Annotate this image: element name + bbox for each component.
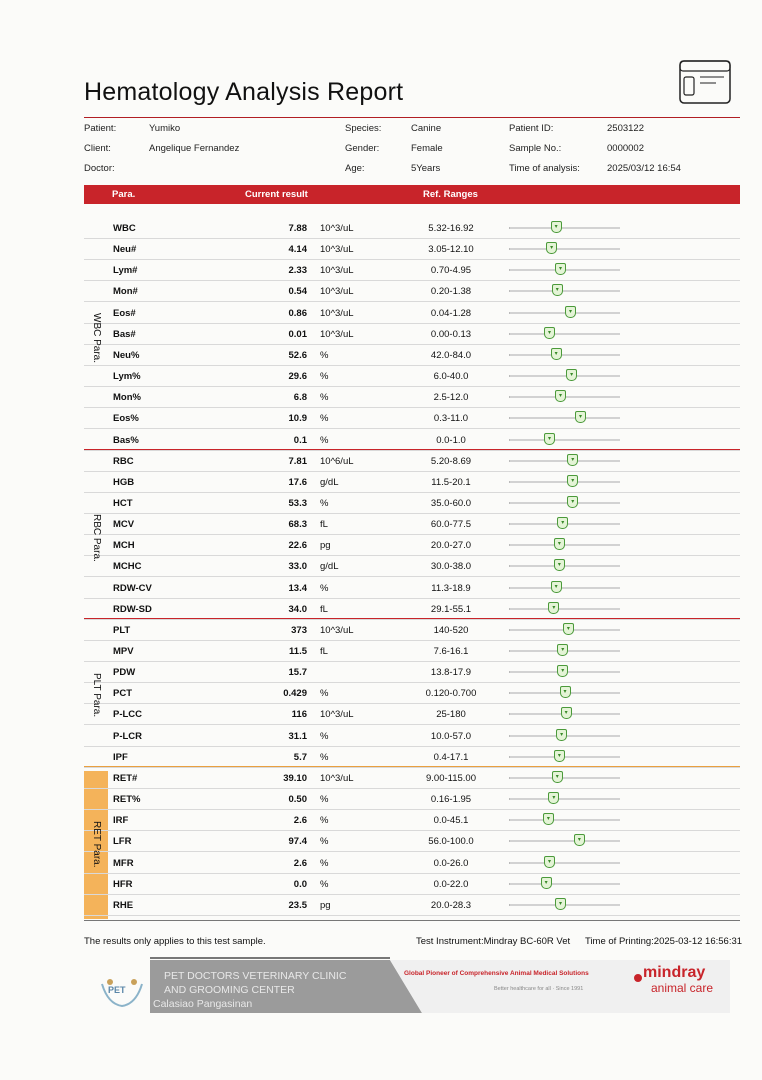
result-marker-icon: ▾ <box>563 623 574 635</box>
result-unit: % <box>320 582 329 594</box>
result-marker-icon: ▾ <box>544 856 555 868</box>
table-row <box>84 661 740 683</box>
result-value: 4.14 <box>288 244 307 256</box>
reference-range: 0.16-1.95 <box>430 794 472 806</box>
result-marker-icon: ▾ <box>574 834 585 846</box>
param-name: Eos# <box>113 307 136 319</box>
result-value: 0.429 <box>283 688 307 700</box>
param-name: RET% <box>113 794 141 806</box>
param-name: RET# <box>113 772 138 784</box>
param-name: MCHC <box>113 561 142 573</box>
param-name: Mon% <box>113 392 141 404</box>
reference-range: 56.0-100.0 <box>428 836 474 848</box>
result-value: 373 <box>291 624 307 636</box>
reference-range: 13.8-17.9 <box>430 667 472 679</box>
group-label-text: PLT Para. <box>91 672 102 717</box>
column-current-result: Current result <box>245 189 308 200</box>
result-unit: % <box>320 815 329 827</box>
result-marker-icon: ▾ <box>551 221 562 233</box>
result-value: 2.33 <box>288 265 307 277</box>
result-unit: 10^3/uL <box>320 709 354 721</box>
result-value: 31.1 <box>288 730 307 742</box>
result-unit: % <box>320 688 329 700</box>
table-row <box>84 767 740 789</box>
param-name: PLT <box>113 624 131 636</box>
range-track <box>509 840 620 842</box>
result-value: 7.81 <box>288 455 307 467</box>
patient-value: Yumiko <box>149 123 181 134</box>
result-unit: % <box>320 857 329 869</box>
result-unit: % <box>320 349 329 361</box>
result-value: 15.7 <box>288 667 307 679</box>
reference-range: 20.0-27.0 <box>430 540 472 552</box>
reference-range: 0.120-0.700 <box>425 688 477 700</box>
result-value: 97.4 <box>288 836 307 848</box>
param-name: Bas% <box>113 434 139 446</box>
table-row <box>84 259 740 281</box>
table-row <box>84 365 740 387</box>
result-value: 29.6 <box>288 371 307 383</box>
param-name: RDW-SD <box>113 603 152 615</box>
result-marker-icon: ▾ <box>575 411 586 423</box>
result-unit: % <box>320 371 329 383</box>
result-unit: g/dL <box>320 561 339 573</box>
brand-tagline: Better healthcare for all · Since 1991 <box>494 986 584 992</box>
table-row <box>84 450 740 472</box>
param-name: RDW-CV <box>113 582 152 594</box>
result-value: 0.0 <box>293 878 307 890</box>
result-marker-icon: ▾ <box>548 792 559 804</box>
table-row <box>84 598 740 620</box>
reference-range: 60.0-77.5 <box>430 519 472 531</box>
result-value: 0.01 <box>288 328 307 340</box>
param-name: HGB <box>113 476 135 488</box>
result-unit: 10^3/uL <box>320 624 354 636</box>
column-para: Para. <box>112 189 136 200</box>
clinic-name-line1: PET DOCTORS VETERINARY CLINIC <box>164 970 347 982</box>
result-value: 11.5 <box>289 646 307 657</box>
result-unit: 10^3/uL <box>320 772 354 784</box>
reference-range: 0.3-11.0 <box>433 413 469 425</box>
result-marker-icon: ▾ <box>561 707 572 719</box>
param-name: MCH <box>113 540 135 552</box>
result-marker-icon: ▾ <box>557 517 568 529</box>
result-value: 7.88 <box>288 223 307 234</box>
sample-no-value: 0000002 <box>607 143 644 154</box>
result-unit: % <box>320 392 329 404</box>
patient-label: Patient: <box>84 123 117 134</box>
result-unit: pg <box>320 899 331 911</box>
gender-value: Female <box>411 143 443 154</box>
result-marker-icon: ▾ <box>556 729 567 741</box>
param-name: HCT <box>113 497 133 509</box>
result-marker-icon: ▾ <box>552 284 563 296</box>
table-row <box>84 407 740 429</box>
result-value: 10.9 <box>288 413 307 425</box>
reference-range: 10.0-57.0 <box>430 730 472 742</box>
result-marker-icon: ▾ <box>554 750 565 762</box>
param-name: Eos% <box>113 413 139 425</box>
result-marker-icon: ▾ <box>567 475 578 487</box>
reference-range: 0.20-1.38 <box>430 286 472 298</box>
reference-range: 0.04-1.28 <box>430 307 472 319</box>
patient-id-value: 2503122 <box>607 123 644 134</box>
table-row <box>84 873 740 895</box>
table-row <box>84 534 740 556</box>
result-marker-icon: ▾ <box>544 433 555 445</box>
result-unit: % <box>320 836 329 848</box>
table-row <box>84 746 740 768</box>
param-name: IPF <box>113 751 128 763</box>
result-unit: % <box>320 751 329 763</box>
clinic-name-line2: AND GROOMING CENTER <box>164 984 295 996</box>
result-marker-icon: ▾ <box>557 644 568 656</box>
brand-name: mindray <box>643 964 706 981</box>
result-marker-icon: ▾ <box>544 327 555 339</box>
result-marker-icon: ▾ <box>552 771 563 783</box>
table-row <box>84 788 740 810</box>
result-unit: 10^3/uL <box>320 307 354 319</box>
result-unit: 10^3/uL <box>320 244 354 256</box>
table-row <box>84 894 740 916</box>
reference-range: 0.70-4.95 <box>430 265 472 277</box>
range-track <box>509 862 620 864</box>
clinic-address: Calasiao Pangasinan <box>153 998 253 1010</box>
result-value: 53.3 <box>288 497 307 509</box>
result-marker-icon: ▾ <box>546 242 557 254</box>
table-row <box>84 280 740 302</box>
reference-range: 0.4-17.1 <box>433 751 469 763</box>
result-marker-icon: ▾ <box>565 306 576 318</box>
group-label <box>84 217 108 450</box>
range-track <box>509 777 620 779</box>
reference-range: 35.0-60.0 <box>430 497 472 509</box>
table-row <box>84 577 740 599</box>
table-row <box>84 302 740 324</box>
reference-range: 5.32-16.92 <box>428 223 474 234</box>
age-value: 5Years <box>411 163 441 174</box>
analysis-time-label: Time of analysis: <box>509 163 580 174</box>
column-ref-ranges: Ref. Ranges <box>423 189 478 200</box>
table-row <box>84 492 740 514</box>
range-track <box>509 375 620 377</box>
param-name: MFR <box>113 857 134 869</box>
result-marker-icon: ▾ <box>566 369 577 381</box>
group-label-text: WBC Para. <box>91 313 102 364</box>
range-track <box>509 883 620 885</box>
footer-note: The results only applies to this test sample. <box>84 936 266 947</box>
param-name: MCV <box>113 519 135 531</box>
group-label <box>84 767 108 915</box>
footer-instrument: Test Instrument:Mindray BC-60R Vet <box>416 936 571 947</box>
table-row <box>84 471 740 493</box>
result-marker-icon: ▾ <box>555 898 566 910</box>
group-label <box>84 619 108 767</box>
result-unit: pg <box>320 540 331 552</box>
table-row <box>84 555 740 577</box>
param-name: Mon# <box>113 286 138 298</box>
param-name: MPV <box>113 646 134 657</box>
range-track <box>509 227 620 229</box>
result-value: 5.7 <box>293 751 307 763</box>
result-unit: 10^3/uL <box>320 223 354 234</box>
result-unit: % <box>320 434 329 446</box>
pet-clinic-logo-text: PET <box>108 985 126 995</box>
range-track <box>509 333 620 335</box>
table-row <box>84 640 740 662</box>
group-label <box>84 450 108 619</box>
param-name: Lym% <box>113 371 141 383</box>
doctor-label: Doctor: <box>84 163 115 174</box>
result-value: 23.5 <box>288 899 307 911</box>
gender-label: Gender: <box>345 143 380 154</box>
result-value: 13.4 <box>288 582 307 594</box>
report-title: Hematology Analysis Report <box>84 78 404 106</box>
reference-range: 0.0-26.0 <box>433 857 469 869</box>
table-bottom-rule <box>84 920 740 921</box>
range-track <box>509 439 620 441</box>
table-row <box>84 323 740 345</box>
range-track <box>509 819 620 821</box>
range-track <box>509 354 620 356</box>
range-track <box>509 248 620 250</box>
range-track <box>509 608 620 610</box>
param-name: Neu% <box>113 349 140 361</box>
brand-slogan: Global Pioneer of Comprehensive Animal Medical Solutions <box>404 970 589 977</box>
table-row <box>84 703 740 725</box>
footer-printing-time: Time of Printing:2025-03-12 16:56:31 <box>585 936 743 947</box>
reference-range: 11.3-18.9 <box>431 582 471 594</box>
table-row <box>84 830 740 852</box>
result-unit: g/dL <box>320 476 339 488</box>
result-value: 39.10 <box>283 772 307 784</box>
result-unit: fL <box>320 646 328 657</box>
reference-range: 2.5-12.0 <box>433 392 469 404</box>
param-name: WBC <box>113 223 136 234</box>
result-value: 2.6 <box>293 815 307 827</box>
result-value: 34.0 <box>288 603 307 615</box>
result-marker-icon: ▾ <box>557 665 568 677</box>
param-name: P-LCR <box>113 730 143 742</box>
table-row <box>84 809 740 831</box>
result-unit: % <box>320 497 329 509</box>
table-row <box>84 386 740 408</box>
reference-range: 29.1-55.1 <box>430 603 472 615</box>
reference-range: 9.00-115.00 <box>425 772 476 784</box>
param-name: RHE <box>113 899 134 911</box>
table-row <box>84 344 740 366</box>
result-marker-icon: ▾ <box>554 559 565 571</box>
result-marker-icon: ▾ <box>551 348 562 360</box>
param-name: IRF <box>113 815 129 827</box>
result-marker-icon: ▾ <box>554 538 565 550</box>
reference-range: 5.20-8.69 <box>430 455 472 467</box>
reference-range: 0.0-22.0 <box>433 878 469 890</box>
brand-subname: animal care <box>651 981 714 995</box>
result-marker-icon: ▾ <box>551 581 562 593</box>
species-label: Species: <box>345 123 382 134</box>
result-value: 33.0 <box>288 561 307 573</box>
result-value: 0.1 <box>293 434 307 446</box>
param-name: P-LCC <box>113 709 143 721</box>
reference-range: 7.6-16.1 <box>433 646 469 657</box>
group-label-text: RBC Para. <box>91 514 102 563</box>
param-name: LFR <box>113 836 132 848</box>
param-name: Bas# <box>113 328 136 340</box>
result-unit: 10^6/uL <box>320 455 354 467</box>
result-value: 0.86 <box>288 307 307 319</box>
reference-range: 11.5-20.1 <box>431 476 471 488</box>
result-value: 116 <box>291 709 307 721</box>
table-row <box>84 682 740 704</box>
table-row <box>84 217 740 239</box>
result-value: 2.6 <box>293 857 307 869</box>
patient-id-label: Patient ID: <box>509 123 554 134</box>
group-label-text: RET Para. <box>91 820 102 868</box>
reference-range: 0.0-1.0 <box>436 434 466 446</box>
param-name: Lym# <box>113 265 138 277</box>
result-unit: 10^3/uL <box>320 286 354 298</box>
age-label: Age: <box>345 163 365 174</box>
reference-range: 25-180 <box>436 709 466 721</box>
reference-range: 140-520 <box>433 624 469 636</box>
range-track <box>509 587 620 589</box>
result-value: 22.6 <box>288 540 307 552</box>
result-value: 0.50 <box>288 794 307 806</box>
result-marker-icon: ▾ <box>567 454 578 466</box>
result-marker-icon: ▾ <box>541 877 552 889</box>
reference-range: 0.00-0.13 <box>430 328 472 340</box>
result-value: 0.54 <box>288 286 307 298</box>
result-marker-icon: ▾ <box>555 263 566 275</box>
result-unit: % <box>320 878 329 890</box>
result-value: 52.6 <box>288 349 307 361</box>
result-unit: % <box>320 413 329 425</box>
result-value: 68.3 <box>288 519 307 531</box>
table-row <box>84 725 740 747</box>
param-name: PCT <box>113 688 132 700</box>
mindray-logo-icon <box>634 974 642 982</box>
result-value: 6.8 <box>293 392 307 404</box>
table-row <box>84 852 740 874</box>
param-name: HFR <box>113 878 133 890</box>
reference-range: 6.0-40.0 <box>433 371 469 383</box>
param-name: RBC <box>113 455 134 467</box>
reference-range: 0.0-45.1 <box>433 815 469 827</box>
reference-range: 20.0-28.3 <box>430 899 472 911</box>
range-track <box>509 481 620 483</box>
result-unit: % <box>320 794 329 806</box>
result-unit: % <box>320 730 329 742</box>
client-label: Client: <box>84 143 111 154</box>
result-marker-icon: ▾ <box>555 390 566 402</box>
reference-range: 3.05-12.10 <box>428 244 474 256</box>
result-value: 17.6 <box>288 476 307 488</box>
result-marker-icon: ▾ <box>543 813 554 825</box>
analysis-time-value: 2025/03/12 16:54 <box>607 163 681 174</box>
range-track <box>509 798 620 800</box>
range-track <box>509 460 620 462</box>
table-row <box>84 429 740 451</box>
table-header <box>84 185 740 204</box>
table-row <box>84 238 740 260</box>
result-marker-icon: ▾ <box>560 686 571 698</box>
result-unit: 10^3/uL <box>320 328 354 340</box>
client-value: Angelique Fernandez <box>149 143 240 154</box>
result-unit: 10^3/uL <box>320 265 354 277</box>
range-track <box>509 290 620 292</box>
species-value: Canine <box>411 123 442 134</box>
result-unit: fL <box>320 519 328 531</box>
reference-range: 42.0-84.0 <box>430 349 472 361</box>
sample-no-label: Sample No.: <box>509 143 562 154</box>
result-marker-icon: ▾ <box>567 496 578 508</box>
table-row <box>84 619 740 641</box>
param-name: PDW <box>113 667 136 679</box>
result-marker-icon: ▾ <box>548 602 559 614</box>
result-unit: fL <box>320 603 328 615</box>
reference-range: 30.0-38.0 <box>430 561 472 573</box>
analyzer-device-icon <box>676 55 734 105</box>
range-track <box>509 417 620 419</box>
title-rule <box>84 117 740 118</box>
table-row <box>84 513 740 535</box>
param-name: Neu# <box>113 244 137 256</box>
range-track <box>509 502 620 504</box>
